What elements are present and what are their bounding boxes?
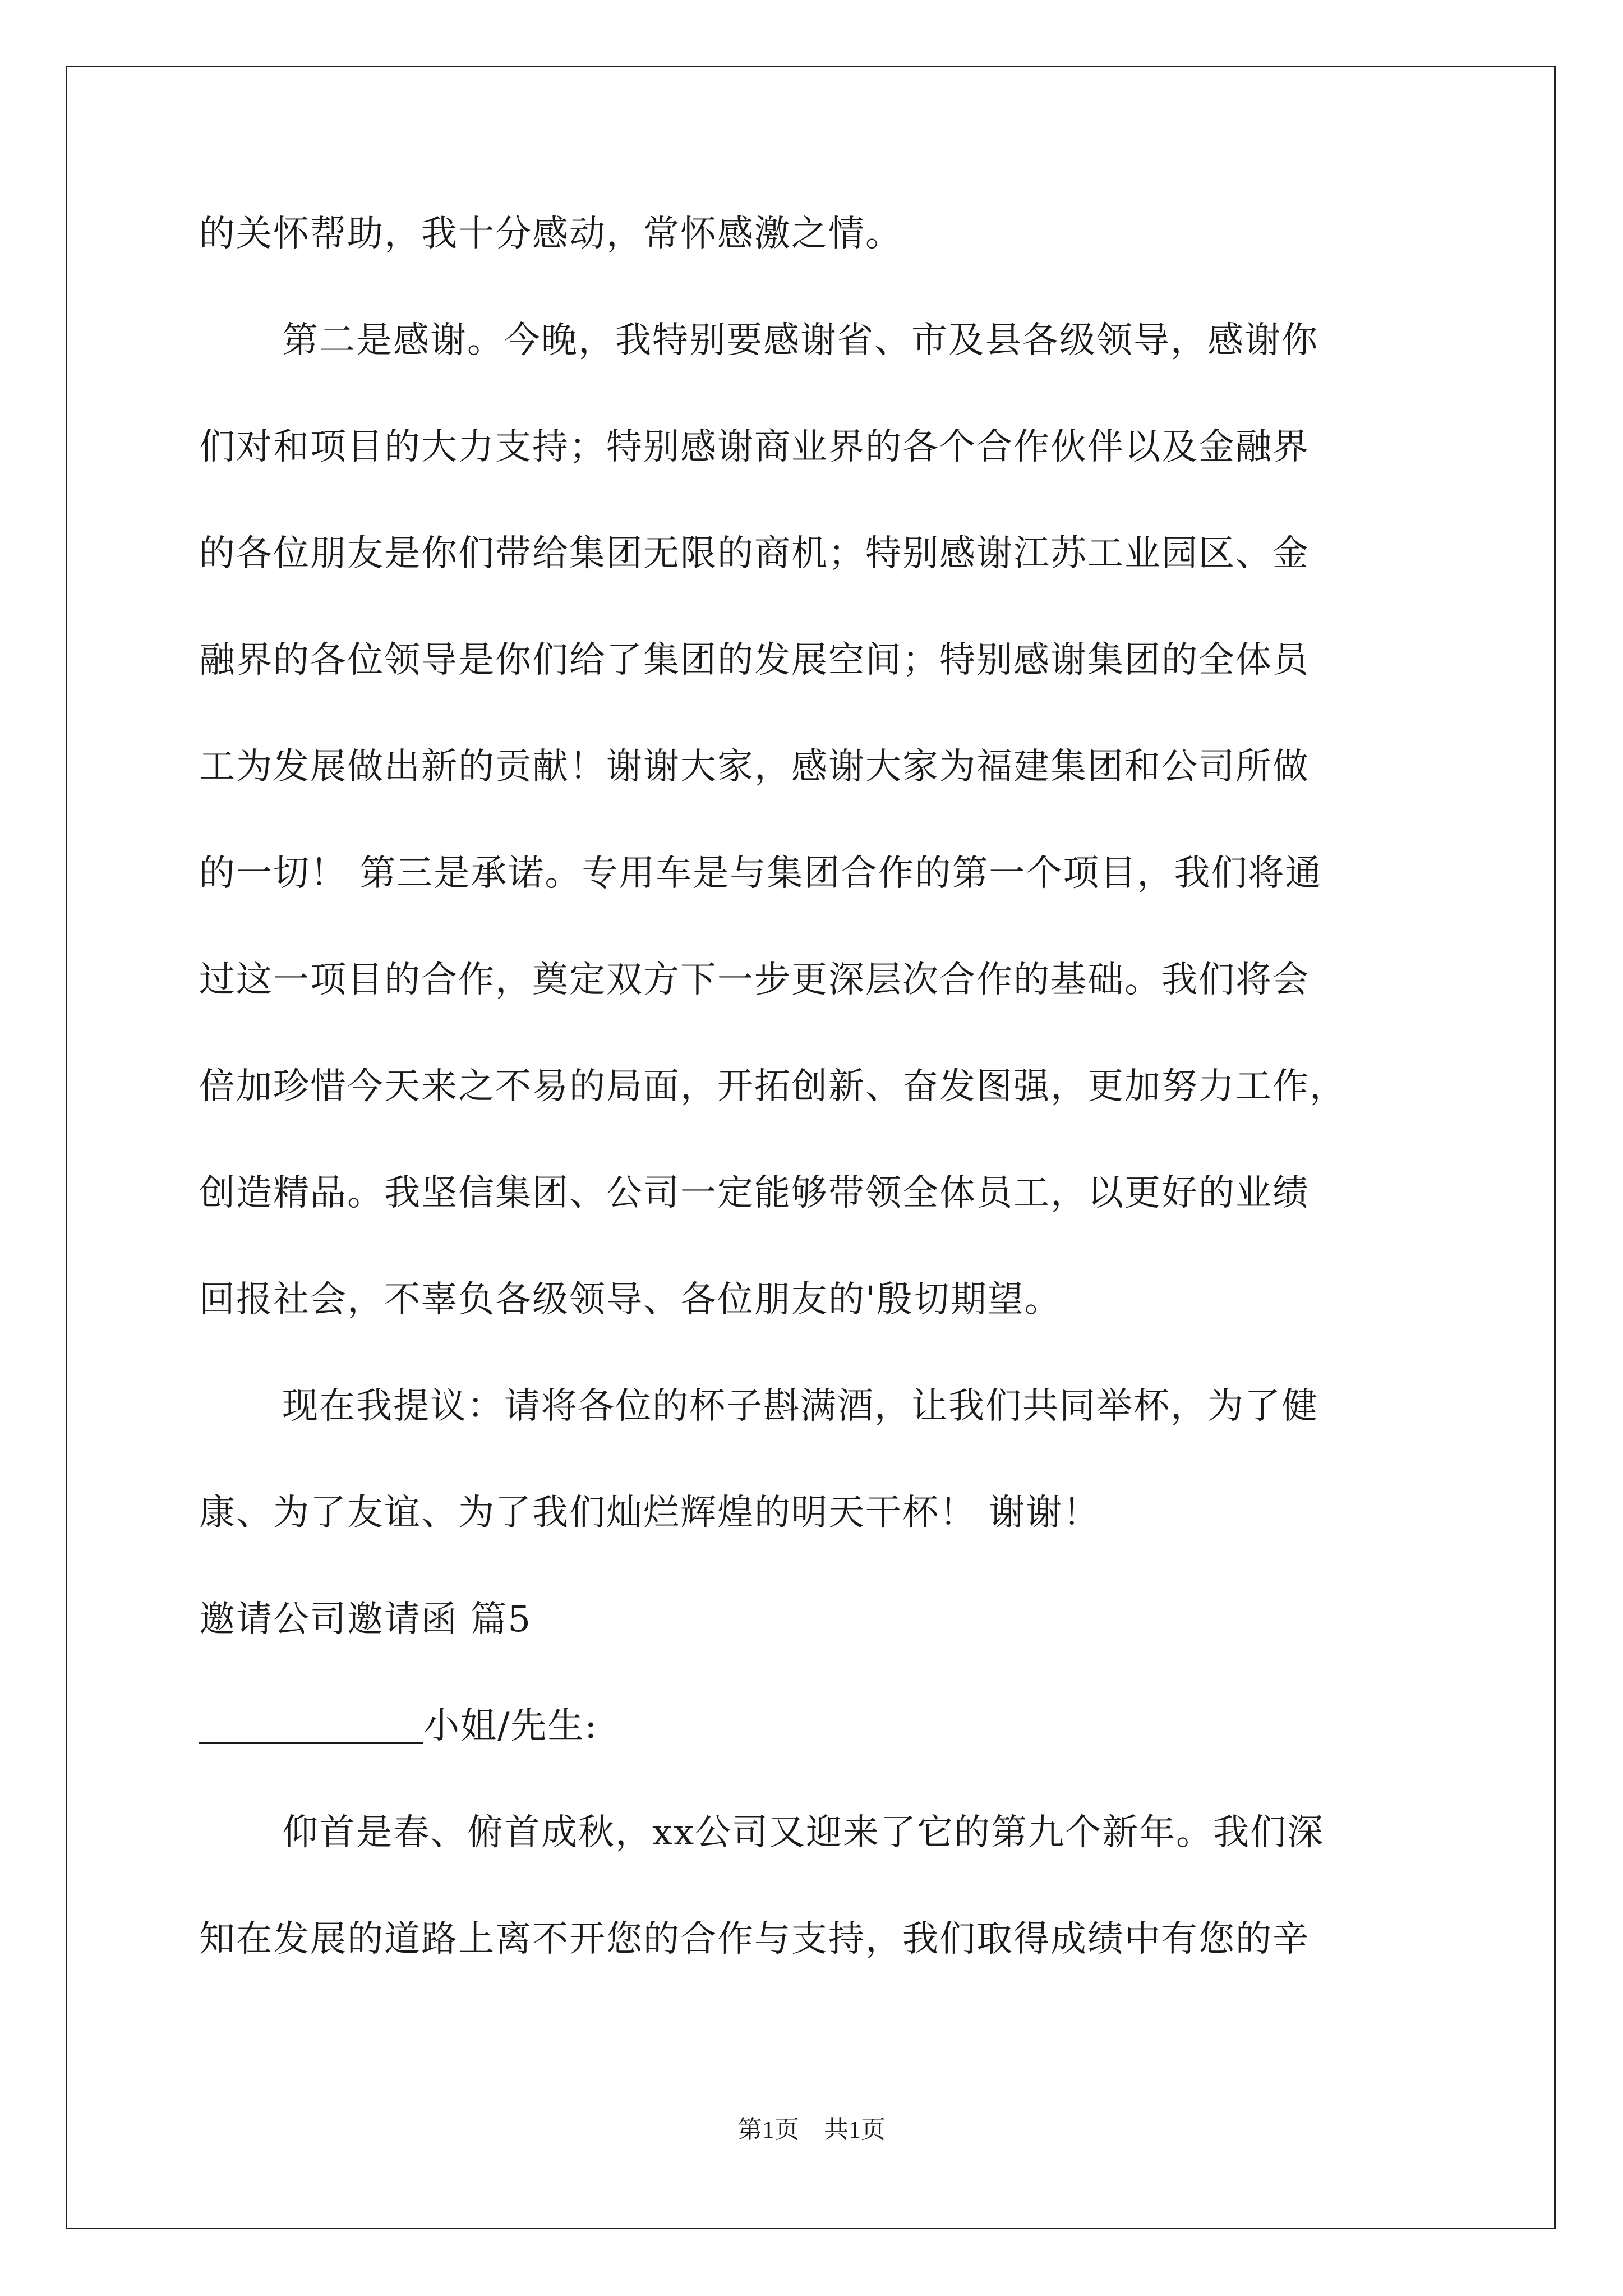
page-footer: 第1页 共1页 [737,2116,886,2143]
text-line: 第二是感谢。今晚，我特别要感谢省、市及县各级领导，感谢你 [282,320,1318,361]
name-blank [199,1710,423,1744]
text-line: 现在我提议：请将各位的杯子斟满酒，让我们共同举杯，为了健 [282,1386,1318,1427]
text-line: 创造精品。我坚信集团、公司一定能够带领全体员工，以更好的业绩 [199,1172,1310,1214]
text-line: 仰首是春、俯首成秋，xx公司又迎来了它的第九个新年。我们深 [282,1812,1325,1853]
text-line: 的各位朋友是你们带给集团无限的商机；特别感谢江苏工业园区、金 [199,533,1310,574]
text-line: 倍加珍惜今天来之不易的局面，开拓创新、奋发图强，更加努力工作， [199,1066,1347,1107]
text-line: 们对和项目的大力支持；特别感谢商业界的各个合作伙伴以及金融界 [199,426,1310,468]
text-line: 的一切！ 第三是承诺。专用车是与集团合作的第一个项目，我们将通 [199,853,1322,894]
page-border [66,66,1556,2229]
text-line: 康、为了友谊、为了我们灿烂辉煌的明天干杯！ 谢谢！ [199,1492,1100,1534]
text-line: 回报社会，不辜负各级领导、各位朋友的'殷切期望。 [199,1279,1062,1320]
salutation-line [199,1705,598,1747]
section-heading: 邀请公司邀请函 篇5 [199,1599,532,1640]
text-line: 知在发展的道路上离不开您的合作与支持，我们取得成绩中有您的辛 [199,1918,1310,1960]
text-line: 过这一项目的合作，奠定双方下一步更深层次合作的基础。我们将会 [199,959,1310,1001]
text-line: 的关怀帮助，我十分感动，常怀感激之情。 [199,213,902,255]
salutation-text: 小姐/先生: [423,1705,598,1747]
text-line: 融界的各位领导是你们给了集团的发展空间；特别感谢集团的全体员 [199,639,1310,681]
text-line: 工为发展做出新的贡献！谢谢大家，感谢大家为福建集团和公司所做 [199,746,1310,788]
